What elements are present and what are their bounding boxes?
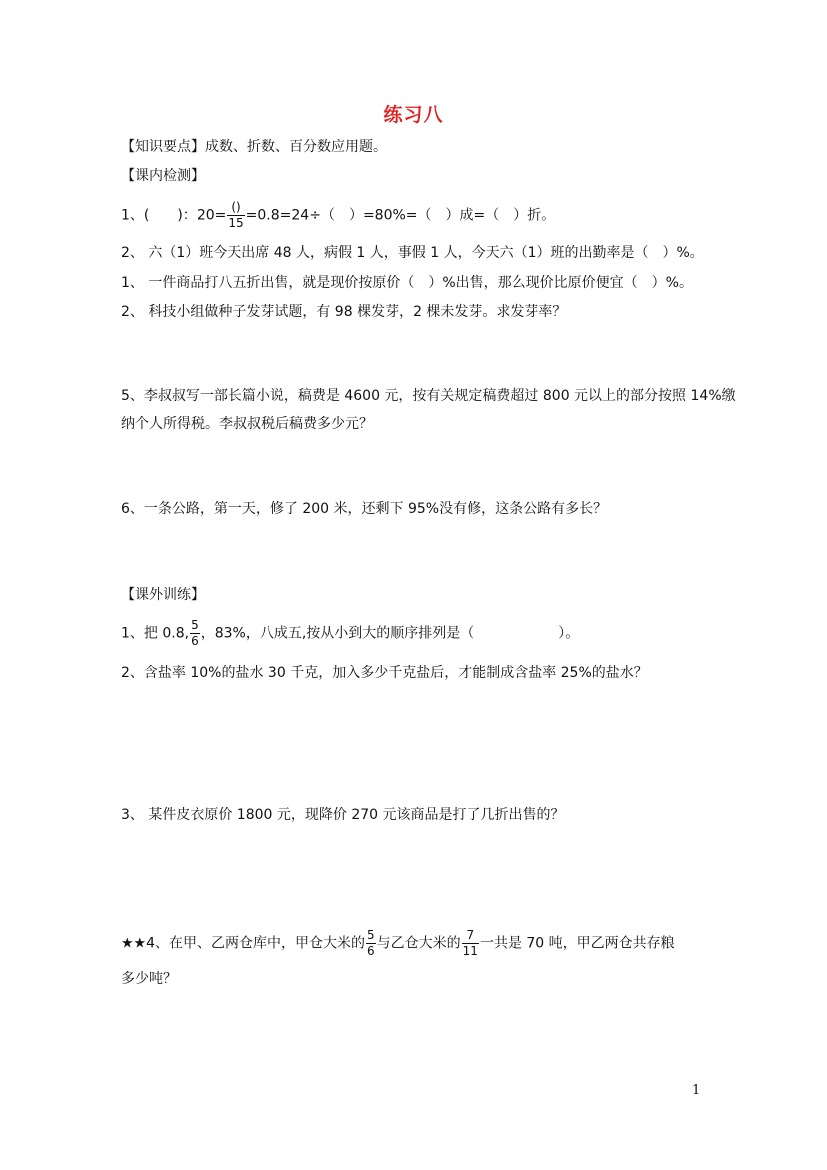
- exercise-4-middle: 与乙仓大米的: [376, 935, 461, 952]
- exercise-4-prefix: 4、在甲、乙两仓库中，甲仓大米的: [146, 935, 366, 952]
- question-4: 2、 科技小组做种子发芽试题，有 98 棵发芽，2 棵未发芽。求发芽率？: [121, 304, 567, 320]
- exercise-1-suffix: ，83%，八成五,按从小到大的顺序排列是（ ）。: [200, 625, 580, 642]
- fraction-denominator: 15: [228, 216, 244, 230]
- exercise-2: 2、含盐率 10%的盐水 30 千克，加入多少千克盐后，才能制成含盐率 25%的盐水？: [121, 665, 648, 681]
- question-1-prefix: 1、( )：20=: [121, 207, 227, 224]
- fraction-numerator: 5: [367, 928, 375, 942]
- fraction-denominator: 6: [367, 944, 375, 958]
- page-number: 1: [692, 1083, 701, 1098]
- exercise-1-prefix: 1、把 0.8,: [121, 625, 190, 642]
- exercise-3: 3、 某件皮衣原价 1800 元，现降价 270 元该商品是打了几折出售的？: [121, 807, 565, 823]
- exercise-4: [121, 928, 675, 959]
- fraction: [190, 618, 200, 649]
- question-6: 6、一条公路，第一天，修了 200 米，还剩下 95%没有修，这条公路有多长？: [121, 501, 608, 517]
- question-1: [121, 200, 555, 231]
- fraction-denominator: 11: [462, 944, 478, 958]
- fraction: [462, 928, 479, 959]
- question-2: 2、 六（1）班今天出席 48 人，病假 1 人，事假 1 人，今天六（1）班的出勤率是（ ）%。: [121, 245, 704, 261]
- question-5-line-2: 纳个人所得税。李叔叔税后稿费多少元？: [121, 416, 373, 432]
- section-in-class-heading: 【课内检测】: [121, 168, 205, 184]
- fraction-numerator: 5: [191, 618, 199, 632]
- fraction-denominator: 6: [191, 634, 199, 648]
- fraction-numerator: 7: [466, 928, 475, 942]
- knowledge-points: 【知识要点】成数、折数、百分数应用题。: [121, 139, 387, 155]
- question-1-suffix: =0.8=24÷（ ）=80%=（ ）成=（ ）折。: [245, 207, 556, 224]
- exercise-1: [121, 618, 579, 649]
- fraction-numerator: (): [231, 200, 241, 214]
- page-title: 练习八: [383, 104, 444, 126]
- section-out-class-heading: 【课外训练】: [121, 587, 205, 603]
- fraction: [227, 200, 244, 231]
- exercise-4-suffix: 一共是 70 吨，甲乙两仓共存粮: [479, 935, 675, 952]
- fraction: [366, 928, 376, 959]
- exercise-4-line-2: 多少吨？: [121, 971, 177, 987]
- question-3: 1、 一件商品打八五折出售，就是现价按原价（ ）%出售，那么现价比原价便宜（ ）%。: [121, 275, 693, 291]
- star-icon: ★★: [121, 935, 147, 952]
- question-5-line-1: 5、李叔叔写一部长篇小说，稿费是 4600 元，按有关规定稿费超过 800 元以上的部分按照 14%缴: [121, 388, 736, 404]
